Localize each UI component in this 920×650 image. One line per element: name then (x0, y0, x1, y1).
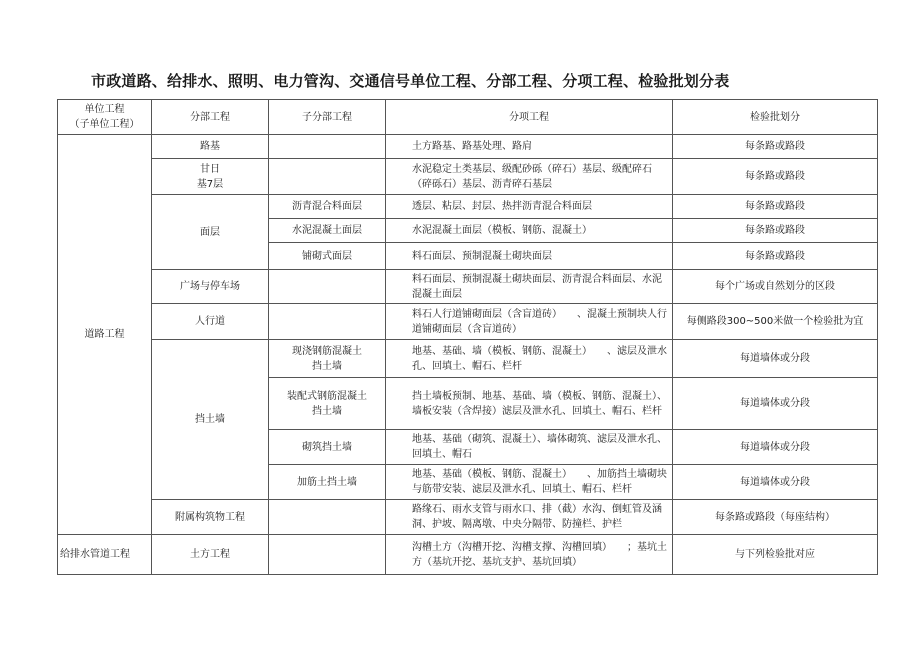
unit-water: 给排水管道工程 (58, 535, 152, 575)
subdivision-cell: 沥青混合料面层 (269, 195, 386, 219)
item-cell: 路缘石、雨水支管与雨水口、排（截）水沟、倒虹管及涵洞、护坡、隔离墩、中央分隔带、防撞栏、护栏 (386, 500, 673, 535)
item-cell: 挡土墙板预制、地基、基础、墙（模板、钢筋、混凝土）、墙板安装（含焊接）滤层及泄水孔、回填土、帽石、栏杆 (386, 378, 673, 430)
batch-cell: 每条路或路段（每座结构） (673, 500, 878, 535)
division-cell: 面层 (152, 195, 269, 270)
division-cell: 广场与停车场 (152, 270, 269, 304)
batch-cell: 每条路或路段 (673, 243, 878, 270)
division-cell: 附属构筑物工程 (152, 500, 269, 535)
page-title: 市政道路、给排水、照明、电力管沟、交通信号单位工程、分部工程、分项工程、检验批划分表 (91, 72, 730, 90)
item-cell: 地基、基础（模板、钢筋、混凝土） 、加筋挡土墙砌块与筋带安装、滤层及泄水孔、回填土、帽石、栏杆 (386, 465, 673, 500)
item-cell: 料石面层、预制混凝土砌块面层、沥青混合料面层、水泥混凝土面层 (386, 270, 673, 304)
division-table (57, 99, 878, 575)
batch-cell: 每道墙体或分段 (673, 465, 878, 500)
table-row (58, 135, 878, 159)
division-cell: 人行道 (152, 304, 269, 340)
subdivision-cell: 现浇钢筋混凝土 挡土墙 (269, 340, 386, 378)
item-cell: 地基、基础（砌筑、混凝土）、墙体砌筑、滤层及泄水孔、回填土、帽石 (386, 430, 673, 465)
subdivision-cell (269, 135, 386, 159)
table-header-row (58, 100, 878, 135)
subdivision-cell (269, 159, 386, 195)
table-row (58, 159, 878, 195)
item-cell: 水泥稳定土类基层、级配砂砾（碎石）基层、级配碎石（碎砾石）基层、沥青碎石基层 (386, 159, 673, 195)
table-row (58, 270, 878, 304)
header-item: 分项工程 (386, 100, 673, 135)
item-cell: 地基、基础、墙（模板、钢筋、混凝土） 、滤层及泄水孔、回填土、帽石、栏杆 (386, 340, 673, 378)
unit-road: 道路工程 (58, 135, 152, 535)
item-cell: 沟槽土方（沟槽开挖、沟槽支撑、沟槽回填） ；基坑土方（基坑开挖、基坑支护、基坑回填） (386, 535, 673, 575)
batch-cell: 每侧路段300~500米做一个检验批为宜 (673, 304, 878, 340)
table-row (58, 500, 878, 535)
division-cell: 挡土墙 (152, 340, 269, 500)
batch-cell: 每道墙体或分段 (673, 378, 878, 430)
batch-cell: 每道墙体或分段 (673, 430, 878, 465)
subdivision-cell: 砌筑挡土墙 (269, 430, 386, 465)
batch-cell: 每条路或路段 (673, 159, 878, 195)
header-division: 分部工程 (152, 100, 269, 135)
subdivision-cell: 铺砌式面层 (269, 243, 386, 270)
header-subdivision: 子分部工程 (269, 100, 386, 135)
table-row (58, 195, 878, 219)
item-cell: 料石人行道铺砌面层（含盲道砖） 、混凝土预制块人行道铺砌面层（含盲道砖） (386, 304, 673, 340)
item-cell: 土方路基、路基处理、路肩 (386, 135, 673, 159)
table-row (58, 340, 878, 378)
table-row (58, 535, 878, 575)
batch-cell: 每道墙体或分段 (673, 340, 878, 378)
subdivision-cell (269, 500, 386, 535)
batch-cell: 每个广场或自然划分的区段 (673, 270, 878, 304)
item-cell: 料石面层、预制混凝土砌块面层 (386, 243, 673, 270)
batch-cell: 与下列检验批对应 (673, 535, 878, 575)
division-cell: 甘日 基7层 (152, 159, 269, 195)
division-cell: 路基 (152, 135, 269, 159)
subdivision-cell: 加筋土挡土墙 (269, 465, 386, 500)
header-batch: 检验批划分 (673, 100, 878, 135)
table-row (58, 304, 878, 340)
subdivision-cell (269, 270, 386, 304)
batch-cell: 每条路或路段 (673, 195, 878, 219)
subdivision-cell: 装配式钢筋混凝土 挡土墙 (269, 378, 386, 430)
subdivision-cell (269, 304, 386, 340)
subdivision-cell: 水泥混凝土面层 (269, 219, 386, 243)
batch-cell: 每条路或路段 (673, 135, 878, 159)
batch-cell: 每条路或路段 (673, 219, 878, 243)
item-cell: 水泥混凝土面层（模板、钢筋、混凝土） (386, 219, 673, 243)
division-cell: 土方工程 (152, 535, 269, 575)
header-unit: 单位工程 （子单位工程） (58, 100, 152, 135)
item-cell: 透层、粘层、封层、热拌沥青混合料面层 (386, 195, 673, 219)
subdivision-cell (269, 535, 386, 575)
